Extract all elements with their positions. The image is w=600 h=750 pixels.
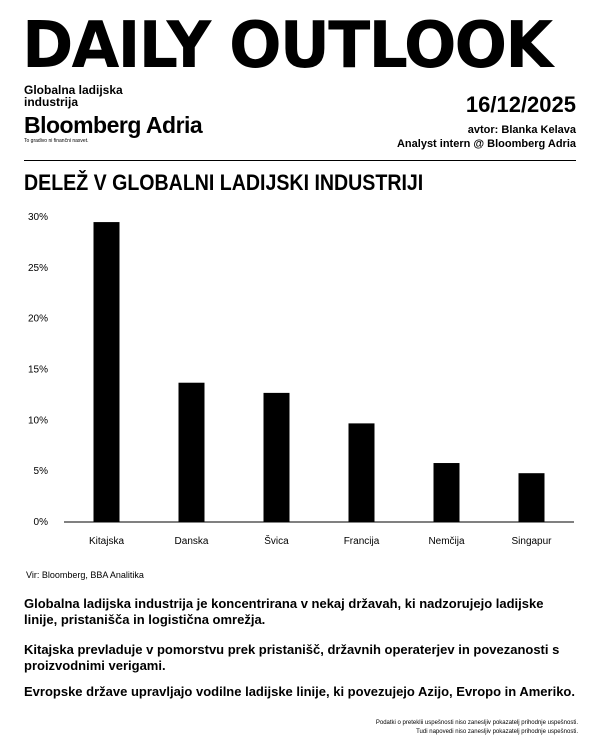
bar-1 (179, 383, 205, 522)
report-subtitle: Globalna ladijska industrija (24, 83, 123, 109)
bar-5 (519, 473, 545, 522)
bar-3 (349, 423, 375, 522)
disclaimer-line-2: Tudi napovedi niso zanesljiv pokazatelj prihodnje uspešnosti. (416, 729, 578, 735)
masthead-title: DAILY OUTLOOK (22, 9, 552, 83)
header-divider (24, 160, 576, 161)
y-tick-label: 0% (33, 517, 48, 528)
report-author: avtor: Blanka Kelava (467, 124, 576, 136)
paragraph-3: Evropske države upravljajo vodilne ladijske linije, ki povezujejo Azijo, Evropo in Ameriko. (24, 684, 575, 699)
x-tick-label: Kitajska (88, 536, 125, 547)
paragraph-1: Globalna ladijska industrija je koncentrirana v nekaj državah, ki nadzorujejo ladijske linije, pristanišča in logistična omrežja. (24, 596, 544, 627)
y-tick-label: 25% (27, 262, 48, 274)
chart-source: Vir: Bloomberg, BBA Analitika (26, 570, 144, 580)
bar-4 (434, 463, 460, 522)
chart-title: DELEŽ V GLOBALNI LADIJSKI INDUSTRIJI (24, 170, 424, 195)
x-tick-label: Nemčija (428, 536, 465, 547)
bar-chart (0, 200, 600, 560)
brand-logo-text: Bloomberg Adria (24, 112, 203, 138)
report-date: 16/12/2025 (465, 92, 576, 117)
y-tick-label: 20% (27, 313, 48, 325)
x-tick-label: Francija (343, 536, 380, 547)
paragraph-2: Kitajska prevladuje v pomorstvu prek pristanišč, državnih operaterjev in povezanosti s proizvodnimi verigami. (24, 642, 560, 673)
brand-tagline: To gradivo ni finančni nasvet. (24, 138, 89, 144)
author-role: Analyst intern @ Bloomberg Adria (396, 138, 576, 150)
bar-0 (94, 222, 120, 522)
y-tick-label: 10% (27, 415, 48, 427)
disclaimer-line-1: Podatki o preteklii uspešnosti niso zanesljiv pokazatelj prihodnje uspešnosti. (375, 720, 578, 726)
x-tick-label: Danska (174, 536, 209, 547)
y-tick-label: 15% (27, 364, 48, 376)
y-tick-label: 30% (27, 212, 48, 223)
x-tick-label: Singapur (511, 536, 552, 547)
y-tick-label: 5% (33, 466, 48, 478)
bar-2 (264, 393, 290, 522)
x-tick-label: Švica (264, 536, 289, 547)
